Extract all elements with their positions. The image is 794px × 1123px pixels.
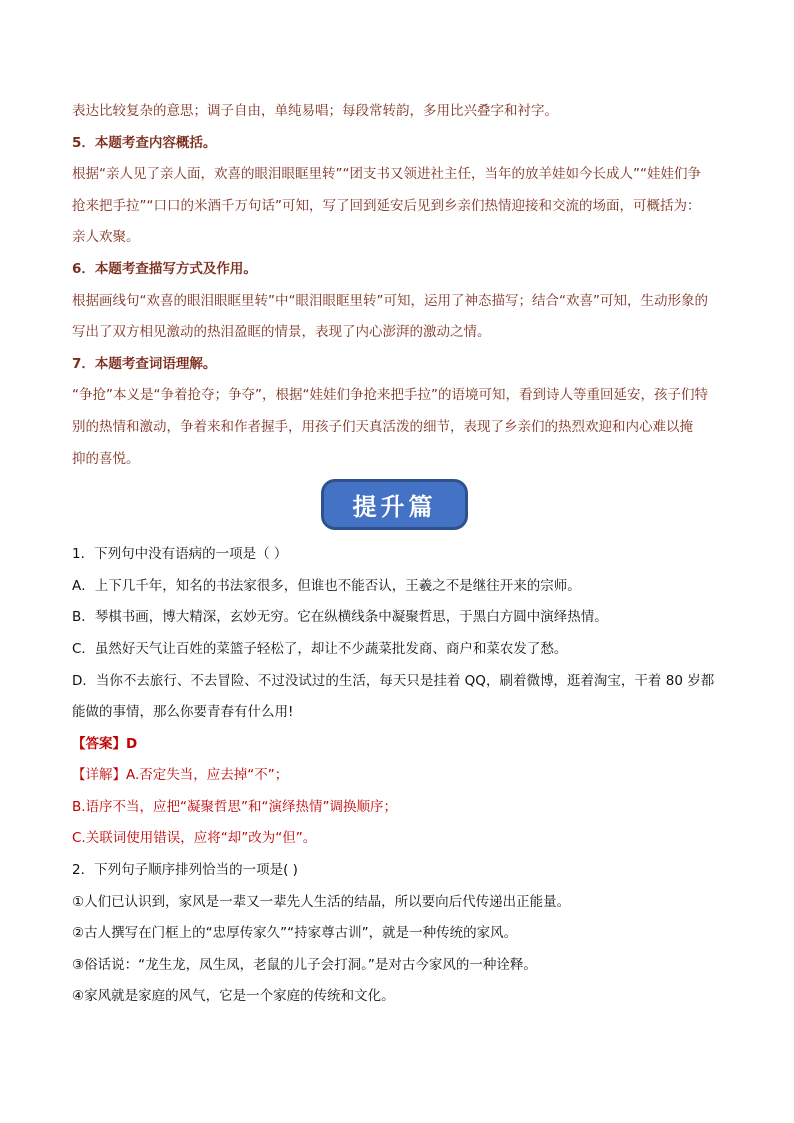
question-line: ①人们已认识到，家风是一辈又一辈先人生活的结晶，所以要向后代传递出正能量。 [72,893,571,910]
question-line: ②古人撰写在门框上的“忠厚传家久”“持家尊古训”，就是一种传统的家风。 [72,925,518,942]
explanation-line: “争抢”本义是“争着抢夺；争夺”，根据“娃娃们争抢来把手拉”的语境可知，看到诗人等重回延安，孩子们特 [72,387,708,404]
question-line: D．当你不去旅行、不去冒险、不过没试过的生活，每天只是挂着 QQ，刷着微博，逛着淘宝，干着 80 岁都 [72,672,715,689]
explanation-line: 5．本题考查内容概括。 [72,134,217,151]
explanation-line: 写出了双方相见激动的热泪盈眶的情景，表现了内心澎湃的激动之情。 [72,324,491,341]
section-banner [72,475,724,539]
explanation-line: 7．本题考查词语理解。 [72,355,217,372]
explanation-line: 根据画线句“欢喜的眼泪眼眶里转”中“眼泪眼眶里转”可知，运用了神态描写；结合“欢喜”可知，生动形象的 [72,292,708,309]
explanation-line: 抑的喜悦。 [72,450,140,467]
explanation-line: 别的热情和激动，争着来和作者握手，用孩子们天真活泼的细节，表现了乡亲们的热烈欢迎和内心难以掩 [72,418,693,435]
explanation-line: 6．本题考查描写方式及作用。 [72,260,257,277]
question-line: ③俗话说：“龙生龙，凤生凤，老鼠的儿子会打洞。”是对古今家风的一种诠释。 [72,956,537,973]
question-line: 2．下列句子顺序排列恰当的一项是( ) [72,862,298,879]
question-line: C.关联词使用错误，应将“却”改为“但”。 [72,830,317,847]
explanation-line: 抢来把手拉”“口口的米酒千万句话”可知，写了回到延安后见到乡亲们热情迎接和交流的场面，可概括为： [72,197,701,214]
question-line: 能做的事情，那么你要青春有什么用! [72,704,294,721]
document-page [72,96,724,1013]
explanation-line: 表达比较复杂的意思；调子自由，单纯易唱；每段常转韵，多用比兴叠字和衬字。 [72,103,558,119]
question-line: ④家风就是家庭的风气，它是一个家庭的传统和文化。 [72,988,395,1005]
question-line: C．虽然好天气让百姓的菜篮子轻松了，却让不少蔬菜批发商、商户和菜农发了愁。 [72,640,568,657]
question-line: 【答案】D [72,735,138,752]
question-line: B．琴棋书画，博大精深，玄妙无穷。它在纵横线条中凝聚哲思，于黑白方圆中演绎热情。 [72,609,608,626]
advanced-questions [72,539,724,1013]
banner-label: 提升篇 [321,479,468,530]
answer-explanations [72,96,724,475]
explanation-line: 根据“亲人见了亲人面，欢喜的眼泪眼眶里转”“团支书又领进社主任，当年的放羊娃如今长成人”“娃娃们争 [72,166,701,183]
question-line: 【详解】A.否定失当，应去掉“不”； [72,767,289,784]
question-line: A．上下几千年，知名的书法家很多，但谁也不能否认，王羲之不是继往开来的宗师。 [72,577,581,594]
question-line: B.语序不当，应把“凝聚哲思”和“演绎热情”调换顺序； [72,798,398,815]
question-line: 1．下列句中没有语病的一项是（ ） [72,546,288,563]
explanation-line: 亲人欢聚。 [72,229,140,246]
